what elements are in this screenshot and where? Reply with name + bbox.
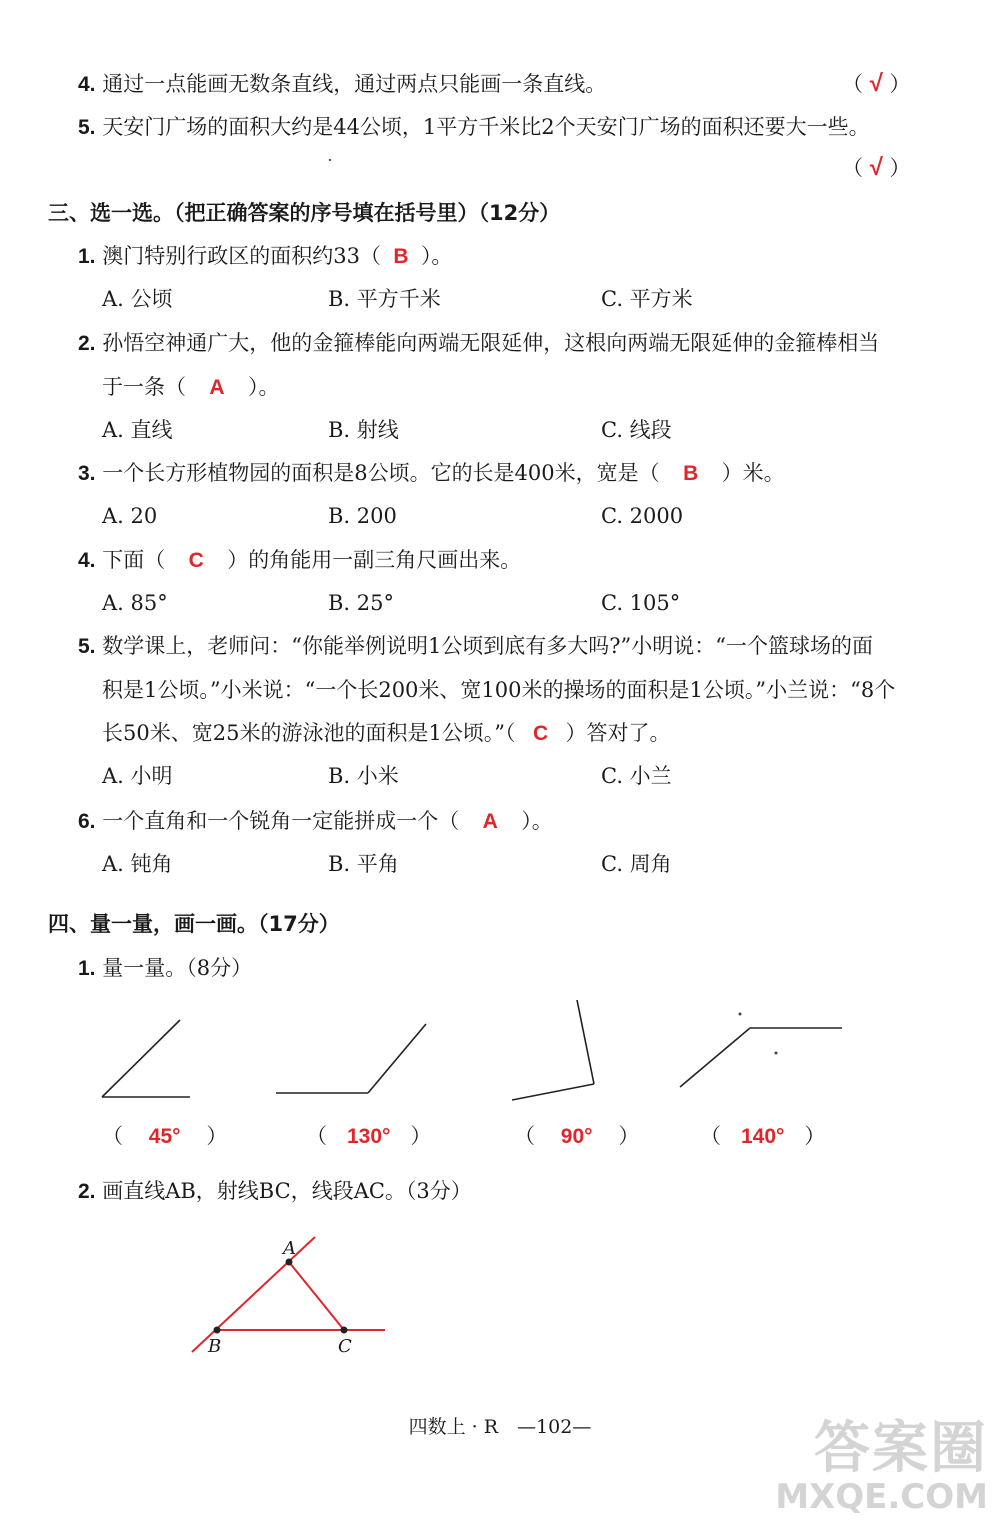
angle-answer-1: （ 45° ）	[102, 1122, 227, 1151]
option-c: C. 平方米	[601, 287, 693, 311]
option-c: C. 小兰	[601, 764, 672, 788]
judge-q4-answer: √	[869, 70, 883, 97]
question-text-end: ）的角能用一副三角尺画出来。	[227, 548, 522, 572]
question-number: 4.	[78, 549, 96, 572]
angle-figure-2	[276, 1024, 426, 1093]
label-c: C	[338, 1336, 352, 1357]
s3-q5-answer: C	[532, 722, 549, 745]
question-number: 1.	[78, 245, 96, 268]
option-b: B. 25°	[328, 591, 395, 615]
question-text: 画直线AB，射线BC，线段AC。（3分）	[102, 1179, 472, 1203]
question-number: 5.	[78, 635, 96, 658]
question-text-end: ）米。	[721, 461, 785, 485]
question-text: 量一量。（8分）	[102, 956, 253, 980]
angle-value: 140°	[740, 1125, 785, 1148]
question-number: 6.	[78, 810, 96, 833]
s3-q5-line2: 积是1公顷。”小米说：“一个长200米、宽100米的操场的面积是1公顷。”小兰说：“8个	[102, 678, 896, 702]
stray-dot	[329, 159, 331, 161]
angle-answer-2: （ 130° ）	[306, 1122, 431, 1151]
option-a: A. 85°	[102, 591, 168, 615]
stray-dot	[775, 1052, 778, 1055]
angle-answer-4: （ 140° ）	[700, 1122, 825, 1151]
question-text: 于一条（	[102, 375, 186, 399]
question-text-end: ）。	[420, 244, 453, 268]
option-a: A. 20	[102, 504, 158, 528]
question-text: 下面（	[102, 548, 166, 572]
angle-value: 130°	[346, 1125, 391, 1148]
label-b: B	[208, 1336, 222, 1357]
option-b: B. 平角	[328, 852, 399, 876]
angle-value: 90°	[560, 1125, 593, 1148]
question-text-end: ）答对了。	[565, 721, 671, 745]
question-text: 通过一点能画无数条直线，通过两点只能画一条直线。	[102, 72, 607, 96]
watermark	[775, 1416, 988, 1517]
angle-figure-1	[102, 1020, 190, 1097]
option-b: B. 200	[328, 504, 397, 528]
question-number: 3.	[78, 462, 96, 485]
stray-dot	[739, 1013, 742, 1016]
option-c: C. 105°	[601, 591, 681, 615]
question-text: 一个直角和一个锐角一定能拼成一个（	[102, 809, 460, 833]
option-b: B. 小米	[328, 764, 399, 788]
s3-q1-answer: B	[393, 245, 409, 268]
page-footer: 四数上 · R —102—	[408, 1416, 592, 1438]
question-number: 1.	[78, 957, 96, 980]
angle-figure-3	[512, 1000, 594, 1100]
s3-q4-answer: C	[188, 549, 204, 572]
option-c: C. 周角	[601, 852, 672, 876]
question-text: 长50米、宽25米的游泳池的面积是1公顷。”（	[102, 721, 516, 745]
s3-q6-answer: A	[482, 810, 498, 833]
angle-answer-3: （ 90° ）	[514, 1122, 639, 1151]
segment-ac	[289, 1262, 344, 1330]
option-a: A. 直线	[102, 418, 173, 442]
question-text: 澳门特别行政区的面积约33（	[102, 244, 381, 268]
option-b: B. 平方千米	[328, 287, 441, 311]
s3-q2-answer: A	[209, 376, 225, 399]
question-text: 天安门广场的面积大约是44公顷，1平方千米比2个天安门广场的面积还要大一些。	[102, 115, 870, 139]
question-number: 4.	[78, 73, 96, 96]
question-number: 5.	[78, 116, 96, 139]
angle-value: 45°	[148, 1125, 181, 1148]
question-text-end: ）。	[521, 809, 553, 833]
question-number: 2.	[78, 332, 96, 355]
angle-figure-4	[680, 1028, 842, 1087]
option-a: A. 小明	[102, 764, 173, 788]
option-c: C. 2000	[601, 504, 684, 528]
judge-q4-answer-box: （ √ ）	[842, 70, 911, 97]
question-number: 2.	[78, 1180, 96, 1203]
option-c: C. 线段	[601, 418, 672, 442]
label-a: A	[283, 1238, 296, 1259]
judge-q5-answer-box: （ √ ）	[842, 154, 911, 181]
option-b: B. 射线	[328, 418, 399, 442]
section3-title: 三、选一选。（把正确答案的序号填在括号里）（12分）	[48, 201, 561, 225]
section4-title: 四、量一量，画一画。（17分）	[48, 912, 340, 936]
watermark-line1: 答案圈	[814, 1416, 988, 1481]
option-a: A. 公顷	[102, 287, 173, 311]
judge-q5-answer: √	[869, 154, 883, 181]
question-text-end: ）。	[248, 375, 280, 399]
watermark-line2: MXQE.COM	[775, 1477, 988, 1517]
option-a: A. 钝角	[102, 852, 173, 876]
question-text: 一个长方形植物园的面积是8公顷。它的长是400米，宽是（	[102, 461, 660, 485]
question-text: 孙悟空神通广大，他的金箍棒能向两端无限延伸，这根向两端无限延伸的金箍棒相当	[102, 331, 880, 355]
question-text: 数学课上，老师问：“你能举例说明1公顷到底有多大吗?”小明说：“一个篮球场的面	[102, 634, 874, 658]
s3-q3-answer: B	[683, 462, 699, 485]
s4-q2	[78, 1177, 472, 1206]
